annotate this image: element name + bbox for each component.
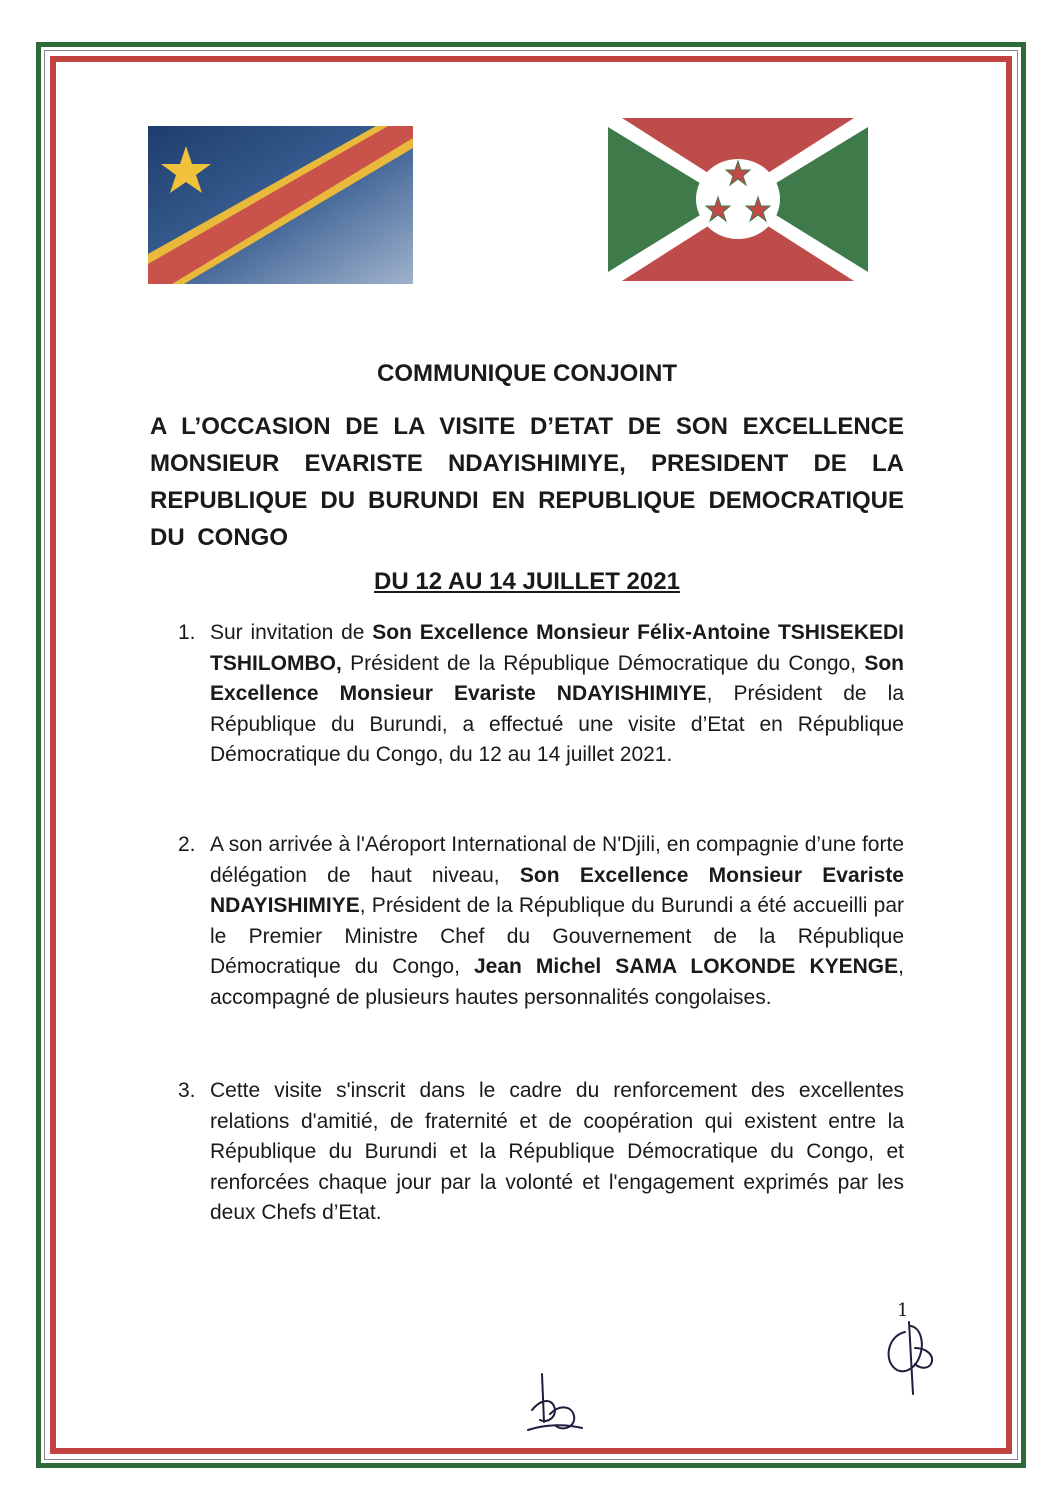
paragraph-number: 2. xyxy=(178,833,196,856)
burundi-flag-icon xyxy=(608,118,868,281)
text-run: , Président de la République du Burundi, a effectué une visite d’Etat en République Démocratique du Congo, du 12 au 14 juillet 2021. xyxy=(210,682,905,766)
text-run: , accompagné de plusieurs hautes personnalités congolaises. xyxy=(210,955,904,1009)
paragraph-1 xyxy=(178,618,904,771)
paragraph-text xyxy=(210,1076,904,1229)
text-run-bold: Son Excellence Monsieur Evariste NDAYISHIMIYE xyxy=(210,651,904,705)
paragraph-number: 3. xyxy=(178,1079,196,1102)
document-date: DU 12 AU 14 JUILLET 2021 xyxy=(374,568,680,595)
paragraph-3 xyxy=(178,1076,904,1229)
drc-flag-icon xyxy=(148,126,413,284)
text-run-bold: Son Excellence Monsieur Félix-Antoine TSHISEKEDI TSHILOMBO, xyxy=(210,621,904,675)
paragraph-text xyxy=(210,830,904,1013)
text-run: Sur invitation de xyxy=(210,621,373,644)
text-run-bold: Jean Michel SAMA LOKONDE KYENGE xyxy=(473,955,899,978)
text-run: Cette visite s'inscrit dans le cadre du renforcement des excellentes relations d'amitié, de fraternité et de coopération qui existent entre la République du Burundi et la République Démocratique du Congo, et renforcées chaque jour par la volonté et l'engagement exprimés par les deux Chefs d’Etat. xyxy=(210,1079,904,1224)
page-number: 1 xyxy=(897,1300,909,1321)
text-run: A son arrivée à l'Aéroport International de N'Djili, en compagnie d’une forte délégation de haut niveau, xyxy=(210,833,904,887)
paragraph-2 xyxy=(178,830,904,1013)
document-title: COMMUNIQUE CONJOINT xyxy=(377,360,677,387)
text-run: , Président de la République du Burundi a été accueilli par le Premier Ministre Chef du Gouvernement de la République Démocratique du Congo, xyxy=(210,894,904,978)
text-run-bold: Son Excellence Monsieur Evariste NDAYISHIMIYE xyxy=(210,863,904,917)
document-subtitle: A L’OCCASION DE LA VISITE D’ETAT DE SON EXCELLENCE MONSIEUR EVARISTE NDAYISHIMIYE, PRESIDENT DE LA REPUBLIQUE DU BURUNDI EN REPUBLIQUE DEMOCRATIQUE DU CONGO xyxy=(150,413,904,551)
signature-initials-right xyxy=(875,1318,945,1398)
paragraph-number: 1. xyxy=(178,621,196,644)
text-run: Président de la République Démocratique du Congo, xyxy=(341,651,865,675)
paragraph-text xyxy=(210,618,904,771)
signature-initials-left xyxy=(520,1370,590,1440)
